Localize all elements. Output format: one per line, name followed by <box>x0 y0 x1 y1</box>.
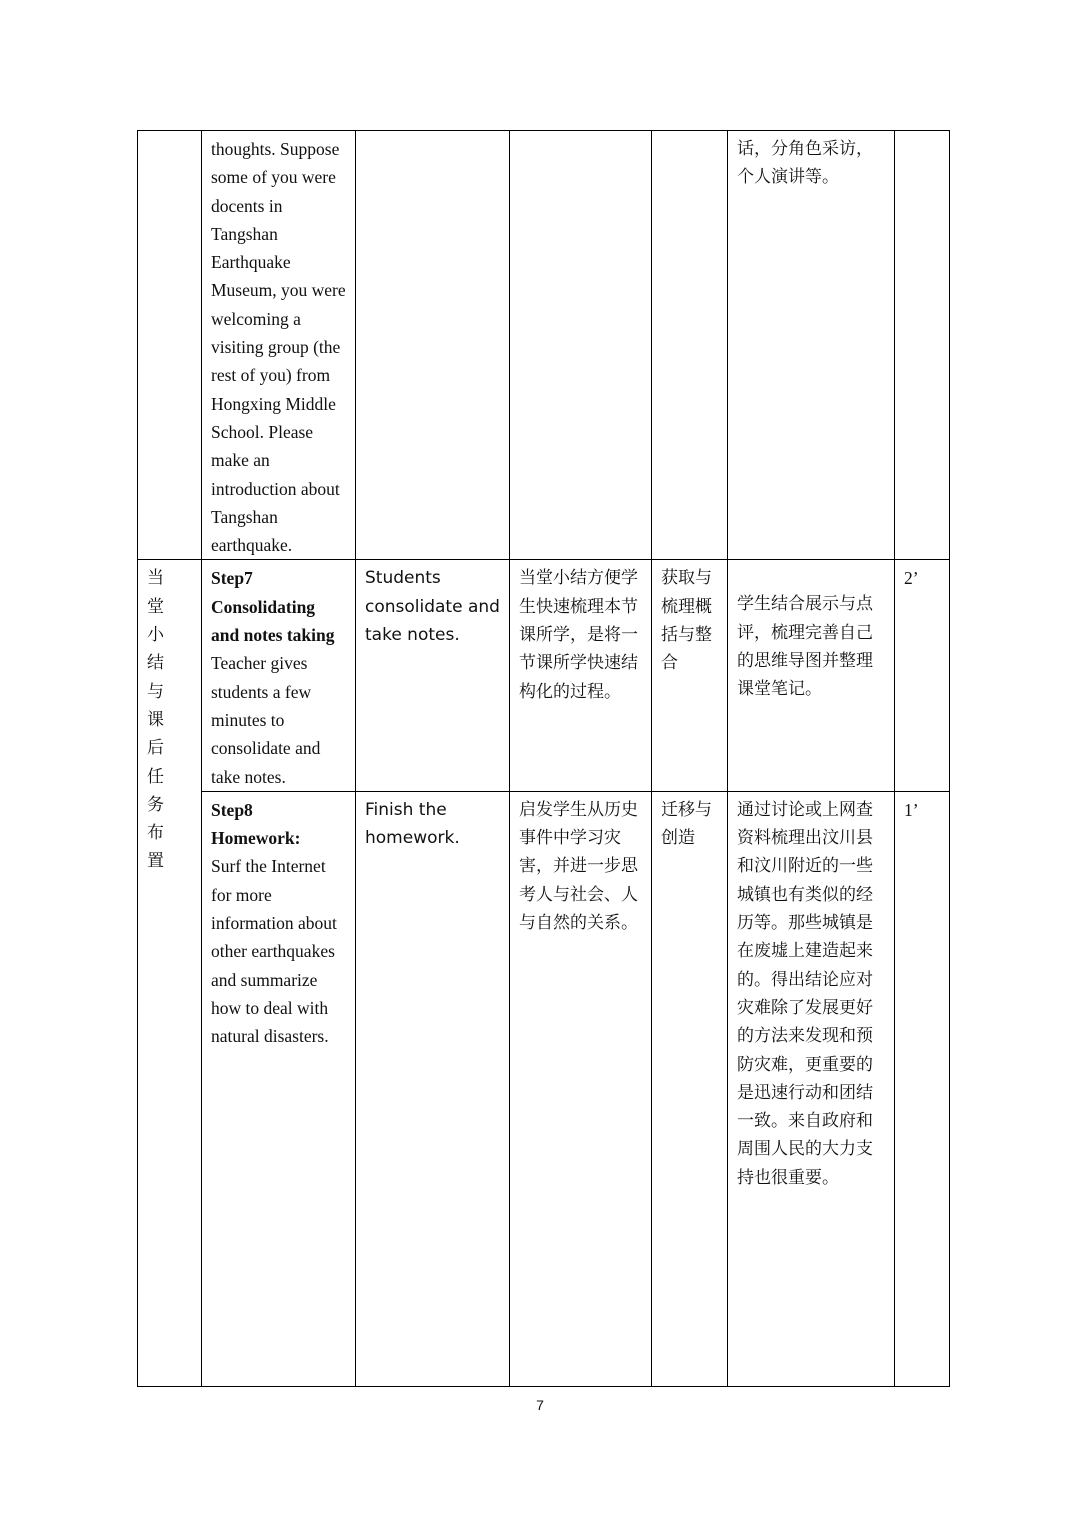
evaluation-cell <box>728 791 895 1386</box>
competency-cell <box>652 560 728 791</box>
evaluation-text: 学生结合展示与点评，梳理完善自己的思维导图并整理课堂笔记。 <box>737 594 873 700</box>
page-number: 7 <box>536 1397 544 1413</box>
design-intent-text: 当堂小结方便学生快速梳理本节课所学，是将一节课所学快速结构化的过程。 <box>519 568 638 702</box>
time-cell <box>895 560 950 791</box>
teacher-activity-text: thoughts. Suppose some of you were docents in Tangshan Earthquake Museum, you were welcoming a visiting group (the rest of you) from Hongxing Middle School. Please make an introduction about Tangshan earthquake. <box>211 139 346 556</box>
evaluation-cell <box>728 131 895 560</box>
table-row <box>138 131 950 560</box>
student-activity-text: Students consolidate and take notes. <box>365 568 500 646</box>
stage-cell <box>138 560 202 1386</box>
time-cell <box>895 131 950 560</box>
table-row <box>138 560 950 791</box>
step-subtitle: Homework: <box>211 828 301 849</box>
competency-cell <box>652 791 728 1386</box>
teacher-activity-cell <box>202 131 356 560</box>
teacher-activity-cell <box>202 791 356 1386</box>
stage-cell-empty <box>138 131 202 560</box>
step-subtitle: Consolidating and notes taking <box>211 596 335 646</box>
competency-text: 迁移与创造 <box>661 799 712 849</box>
table-row <box>138 791 950 1386</box>
design-intent-cell <box>510 131 652 560</box>
step-title: Step7 <box>211 568 253 589</box>
teacher-activity-text: Surf the Internet for more information about other earthquakes and summarize how to deal with natural disasters. <box>211 856 337 1047</box>
student-activity-cell <box>356 131 510 560</box>
time-cell <box>895 791 950 1386</box>
student-activity-cell <box>356 791 510 1386</box>
competency-text: 获取与梳理概括与整合 <box>661 568 712 674</box>
step-title: Step8 <box>211 799 253 820</box>
student-activity-cell <box>356 560 510 791</box>
evaluation-cell <box>728 560 895 791</box>
design-intent-cell <box>510 791 652 1386</box>
lesson-plan-table <box>137 130 950 1387</box>
time-text: 1’ <box>904 799 919 820</box>
stage-label: 当堂小结与课后任务布置 <box>147 568 177 872</box>
time-text: 2’ <box>904 568 919 589</box>
design-intent-text: 启发学生从历史事件中学习灾害，并进一步思考人与社会、人与自然的关系。 <box>519 799 638 934</box>
student-activity-text: Finish the homework. <box>365 799 460 849</box>
teacher-activity-cell <box>202 560 356 791</box>
evaluation-text: 通过讨论或上网查资料梳理出汶川县和汶川附近的一些城镇也有类似的经历等。那些城镇是在废墟上建造起来的。得出结论应对灾难除了发展更好的方法来发现和预防灾难，更重要的是迅速行动和团结一致。来自政府和周围人民的大力支持也很重要。 <box>737 799 873 1188</box>
teacher-activity-text: Teacher gives students a few minutes to consolidate and take notes. <box>211 653 321 787</box>
competency-cell <box>652 131 728 560</box>
design-intent-cell <box>510 560 652 791</box>
evaluation-text: 话，分角色采访，个人演讲等。 <box>737 139 873 188</box>
